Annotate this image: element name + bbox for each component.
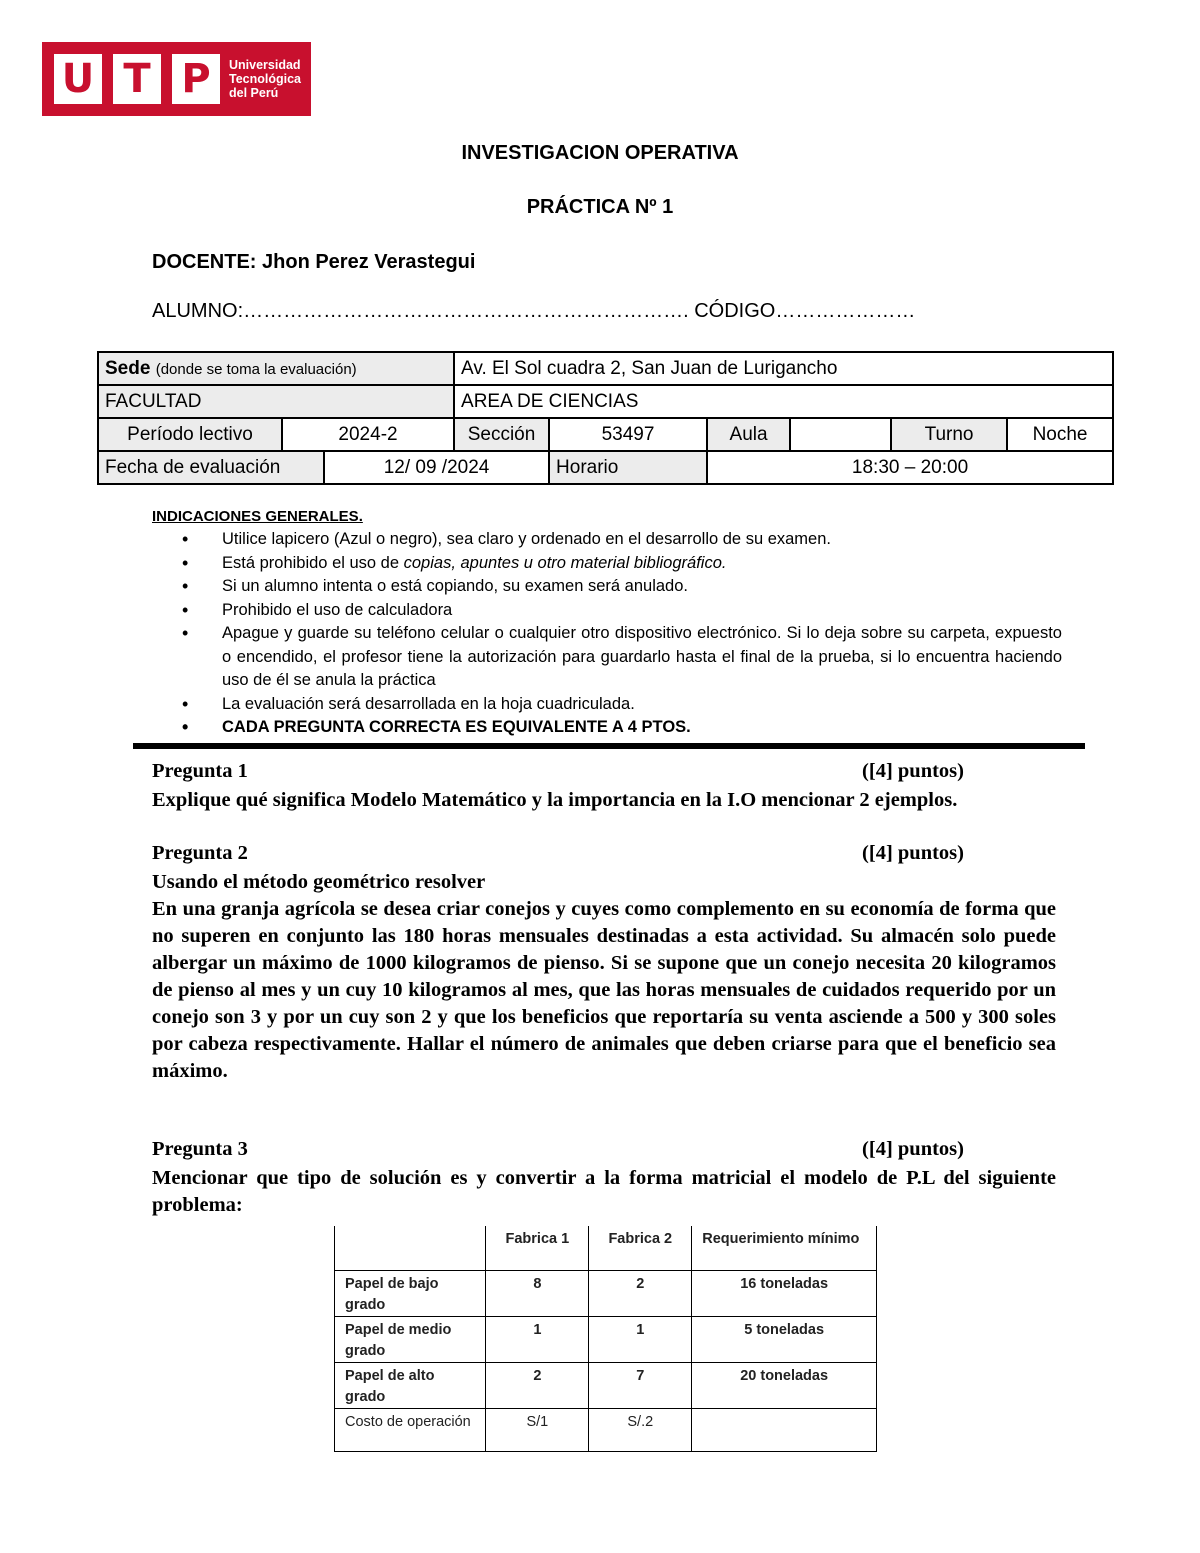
row-f1: 8 xyxy=(486,1270,589,1316)
teacher-name: Jhon Perez Verastegui xyxy=(262,251,476,273)
table-row xyxy=(335,1408,877,1451)
question-2-text: En una granja agrícola se desea criar conejos y cuyes como complemento en su economía de forma que no superen en conjunto las 180 horas mensuales destinadas a esta actividad. Su almacén solo puede albergar un máximo de 1000 kilogramos de pienso. Si se supone que un conejo necesita 20 kilogramos de pienso al mes y un cuy 10 kilogramos al mes, que las horas mensuales de cuidados requerido por un conejo son 3 y por un cuy son 2 y que los beneficios que reportaría su venta asciende a 500 y 300 soles por cabeza respectivamente. Hallar el número de animales que deben criarse para que el beneficio sea máximo. xyxy=(152,898,1056,1082)
section-divider xyxy=(133,743,1085,749)
factory-header-req: Requerimiento mínimo xyxy=(692,1226,877,1270)
seccion-label: Sección xyxy=(454,418,549,451)
indication-item: • Si un alumno intenta o está copiando, su examen será anulado. xyxy=(182,575,1062,599)
logo-letter-u: U xyxy=(54,54,102,104)
row-f1: S/1 xyxy=(486,1408,589,1451)
evaluation-info-table xyxy=(97,351,1114,485)
horario-value: 18:30 – 20:00 xyxy=(707,451,1113,484)
indication-item: • Está prohibido el uso de copias, apuntes u otro material bibliográfico. xyxy=(182,552,1062,576)
aula-value xyxy=(790,418,891,451)
row-f1: 2 xyxy=(486,1362,589,1408)
row-label: Papel de alto grado xyxy=(335,1362,486,1408)
aula-label: Aula xyxy=(707,418,790,451)
table-row xyxy=(335,1362,877,1408)
question-1-points: ([4] puntos) xyxy=(862,760,964,782)
factory-requirements-table xyxy=(334,1226,877,1452)
indication-item: • Utilice lapicero (Azul o negro), sea claro y ordenado en el desarrollo de su examen. xyxy=(182,528,1062,552)
indication-item: • CADA PREGUNTA CORRECTA ES EQUIVALENTE A 4 PTOS. xyxy=(182,716,1062,740)
horario-label: Horario xyxy=(549,451,707,484)
question-1-header xyxy=(152,760,964,787)
turno-label: Turno xyxy=(891,418,1007,451)
teacher-label: DOCENTE: xyxy=(152,251,257,273)
question-2-header xyxy=(152,842,964,869)
factory-header-f1: Fabrica 1 xyxy=(486,1226,589,1270)
question-2-subtitle: Usando el método geométrico resolver xyxy=(152,871,486,893)
sede-value: Av. El Sol cuadra 2, San Juan de Lurigancho xyxy=(454,352,1113,385)
indication-item: • Prohibido el uso de calculadora xyxy=(182,599,1062,623)
seccion-value: 53497 xyxy=(549,418,707,451)
row-f2: 2 xyxy=(589,1270,692,1316)
row-f2: S/.2 xyxy=(589,1408,692,1451)
indication-item: • La evaluación será desarrollada en la hoja cuadriculada. xyxy=(182,693,1062,717)
fecha-value: 12/ 09 /2024 xyxy=(324,451,549,484)
question-1-title: Pregunta 1 xyxy=(152,760,248,782)
row-f1: 1 xyxy=(486,1316,589,1362)
row-f2: 7 xyxy=(589,1362,692,1408)
logo-university-name: Universidad Tecnológica del Perú xyxy=(229,58,302,100)
row-label: Papel de medio grado xyxy=(335,1316,486,1362)
table-row xyxy=(335,1316,877,1362)
factory-header-empty xyxy=(335,1226,486,1270)
table-row xyxy=(335,1270,877,1316)
row-req: 5 toneladas xyxy=(692,1316,877,1362)
student-line: ALUMNO:…………………………………………………………. CÓDIGO………………… xyxy=(152,300,916,322)
question-3-title: Pregunta 3 xyxy=(152,1138,248,1160)
indication-item: • Apague y guarde su teléfono celular o cualquier otro dispositivo electrónico. Si lo deja sobre su carpeta, expuesto o encendido, el profesor tiene la autorización para guardarlo hasta el final de la prueba, si lo encuentra haciendo uso de él se anula la práctica xyxy=(182,622,1062,693)
row-label: Papel de bajo grado xyxy=(335,1270,486,1316)
sede-label-cell: Sede (donde se toma la evaluación) xyxy=(98,352,454,385)
fecha-label: Fecha de evaluación xyxy=(98,451,324,484)
question-1-text: Explique qué significa Modelo Matemático y la importancia en la I.O mencionar 2 ejemplos. xyxy=(152,789,958,811)
factory-header-f2: Fabrica 2 xyxy=(589,1226,692,1270)
teacher-line xyxy=(152,251,475,274)
logo-letter-p: P xyxy=(172,54,220,104)
periodo-value: 2024-2 xyxy=(282,418,454,451)
row-label: Costo de operación xyxy=(335,1408,486,1451)
row-f2: 1 xyxy=(589,1316,692,1362)
facultad-value: AREA DE CIENCIAS xyxy=(454,385,1113,418)
row-req: 16 toneladas xyxy=(692,1270,877,1316)
question-3-header xyxy=(152,1138,964,1165)
row-req xyxy=(692,1408,877,1451)
periodo-label: Período lectivo xyxy=(98,418,282,451)
utp-logo xyxy=(42,42,311,116)
practice-title: PRÁCTICA Nº 1 xyxy=(526,196,674,218)
course-title: INVESTIGACION OPERATIVA xyxy=(461,142,739,164)
question-3-text: Mencionar que tipo de solución es y convertir a la forma matricial el modelo de P.L del siguiente problema: xyxy=(152,1167,1056,1216)
turno-value: Noche xyxy=(1007,418,1113,451)
question-3-points: ([4] puntos) xyxy=(862,1138,964,1160)
row-req: 20 toneladas xyxy=(692,1362,877,1408)
facultad-label: FACULTAD xyxy=(98,385,454,418)
indications-title: INDICACIONES GENERALES. xyxy=(152,508,363,525)
question-2-points: ([4] puntos) xyxy=(862,842,964,864)
question-2-title: Pregunta 2 xyxy=(152,842,248,864)
logo-letter-t: T xyxy=(113,54,161,104)
indications-list xyxy=(182,528,1062,740)
